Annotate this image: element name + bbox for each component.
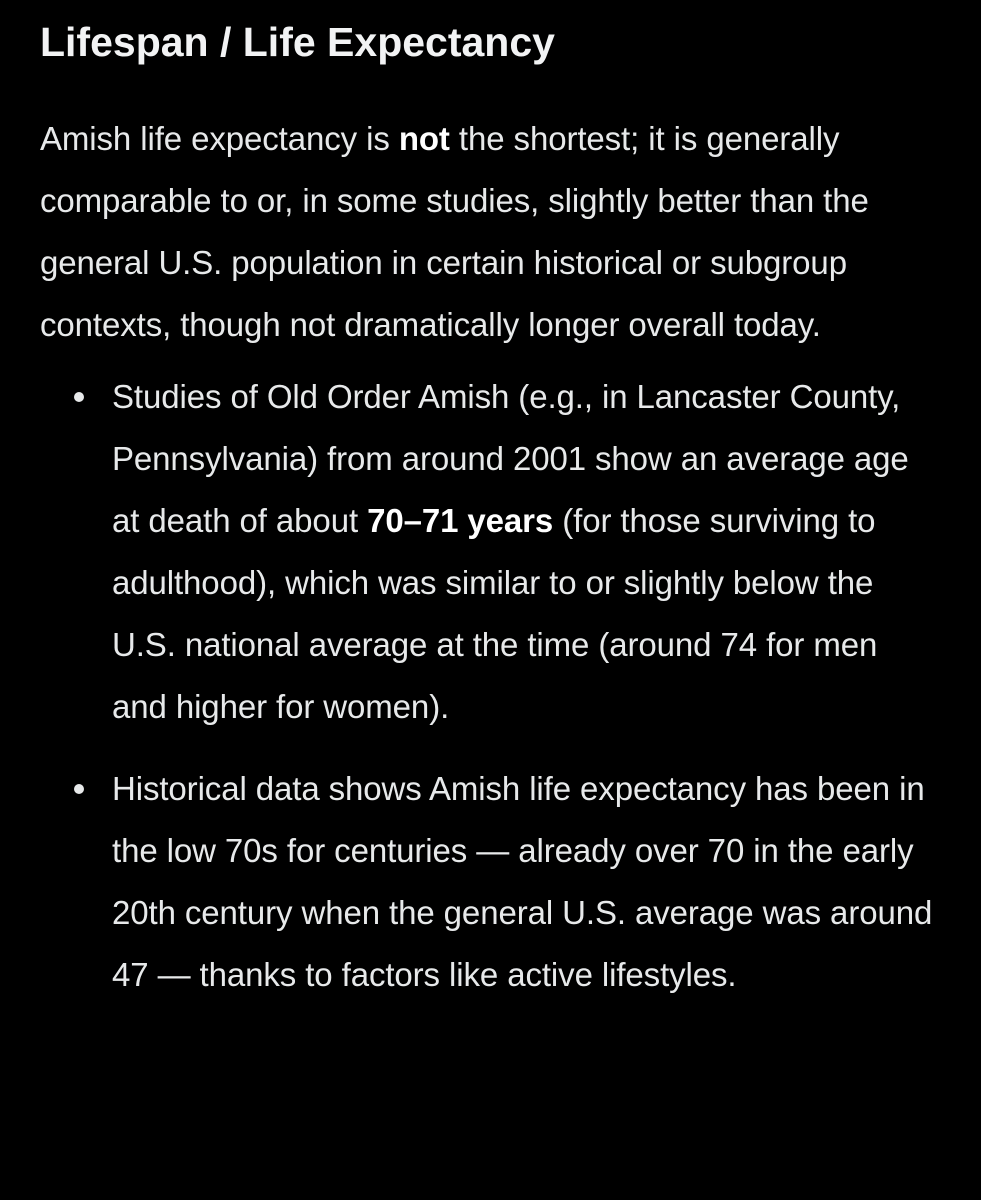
- bullet-list: [40, 366, 941, 1006]
- intro-paragraph: [40, 108, 941, 356]
- intro-text-end: the shortest; it is generally comparable to or, in some studies, slightly better than the general U.S. population in certain historical or subgroup contexts, though not dramatically longer overall today.: [40, 120, 869, 343]
- bullet-text-start: Studies of Old Order Amish (e.g., in Lancaster County, Pennsylvania) from around 2001 show an average age at death of about: [112, 378, 909, 539]
- list-item: [40, 366, 941, 738]
- bullet-text: [112, 378, 909, 725]
- bullet-icon: [74, 784, 84, 794]
- bullet-text: Historical data shows Amish life expectancy has been in the low 70s for centuries — already over 70 in the early 20th century when the general U.S. average was around 47 — thanks to factors like active lifestyles.: [112, 770, 933, 993]
- section-heading: Lifespan / Life Expectancy: [40, 19, 555, 65]
- list-item: [40, 758, 941, 1006]
- bullet-text-end: (for those surviving to adulthood), which was similar to or slightly below the U.S. national average at the time (around 74 for men and higher for women).: [112, 502, 878, 725]
- bullet-bold-text: 70–71 years: [367, 502, 554, 539]
- bullet-icon: [74, 392, 84, 402]
- intro-bold-text: not: [398, 120, 450, 157]
- intro-text-start: Amish life expectancy is: [40, 120, 399, 157]
